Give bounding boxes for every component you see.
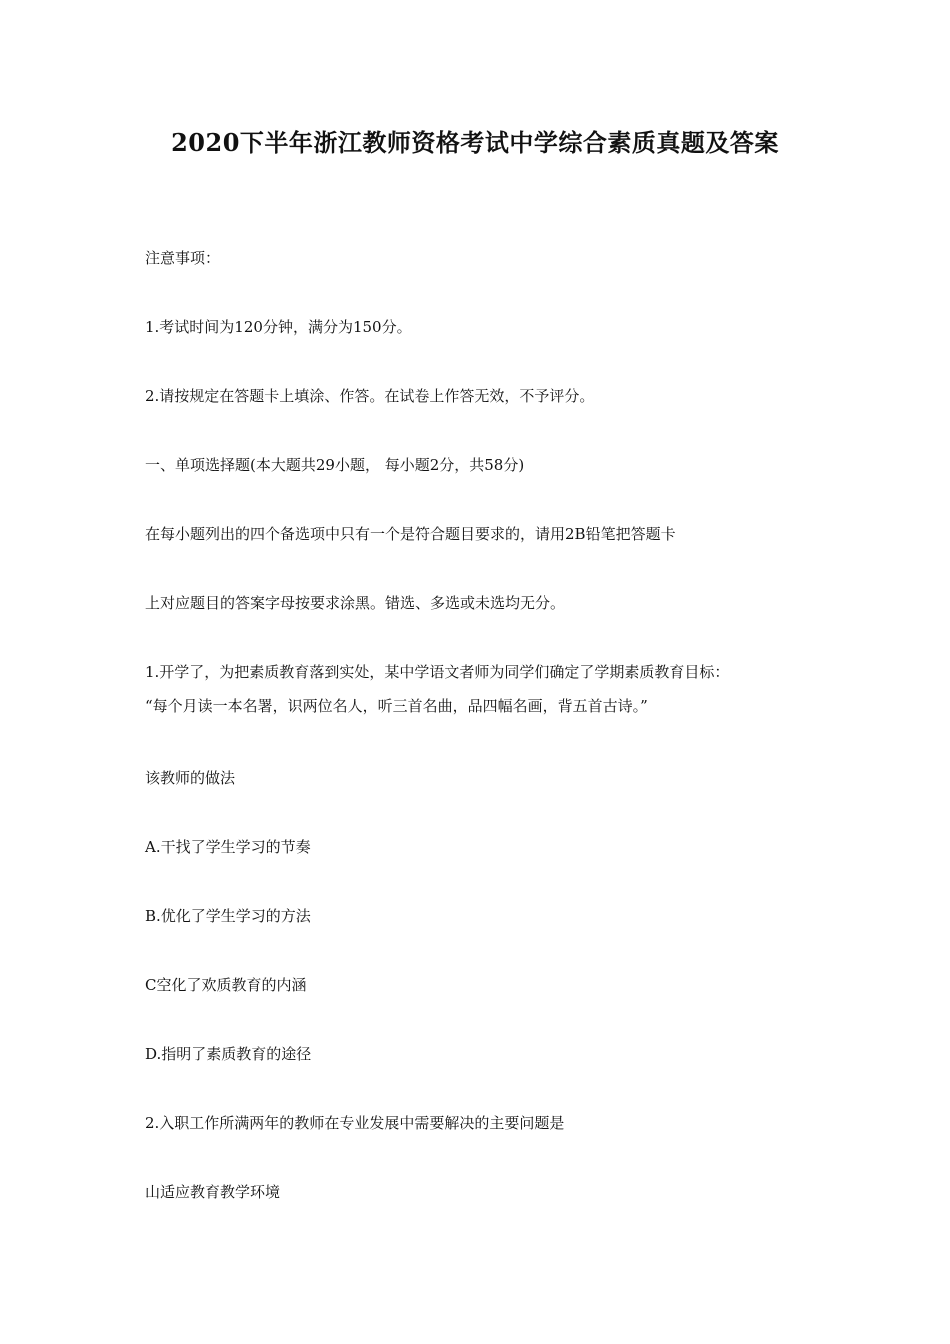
- answer-option: D.指明了素质教育的途径: [145, 1045, 312, 1063]
- answer-option: A.干找了学生学习的节奏: [145, 838, 311, 856]
- answer-option: C空化了欢质教育的内涵: [145, 976, 307, 994]
- question-stem: 该教师的做法: [145, 769, 236, 787]
- question-stem: 2.入职工作所满两年的教师在专业发展中需要解决的主要问题是: [145, 1114, 565, 1132]
- section-instruction: 在每小题列出的四个备选项中只有一个是符合题目要求的，请用2B铅笔把答题卡: [145, 525, 676, 543]
- section-instruction: 上对应题目的答案字母按要求涂黑。错选、多选或未选均无分。: [145, 594, 566, 612]
- section-heading: 一、单项选择题(本大题共29小题， 每小题2分，共58分): [145, 456, 525, 474]
- answer-option: B.优化了学生学习的方法: [145, 907, 311, 925]
- question-stem: “每个月读一本名署，识两位名人，听三首名曲，品四幅名画，背五首古诗。”: [145, 697, 648, 715]
- notice-item: 2.请按规定在答题卡上填涂、作答。在试卷上作答无效，不予评分。: [145, 387, 595, 405]
- notice-item: 1.考试时间为120分钟，满分为150分。: [145, 318, 412, 336]
- answer-option: 山适应教育教学环境: [145, 1183, 281, 1201]
- notice-heading: 注意事项：: [145, 249, 221, 267]
- document-title: 2020下半年浙江教师资格考试中学综合素质真题及答案: [171, 128, 779, 157]
- question-stem: 1.开学了，为把素质教育落到实处，某中学语文者师为同学们确定了学期素质教育目标：: [145, 663, 730, 681]
